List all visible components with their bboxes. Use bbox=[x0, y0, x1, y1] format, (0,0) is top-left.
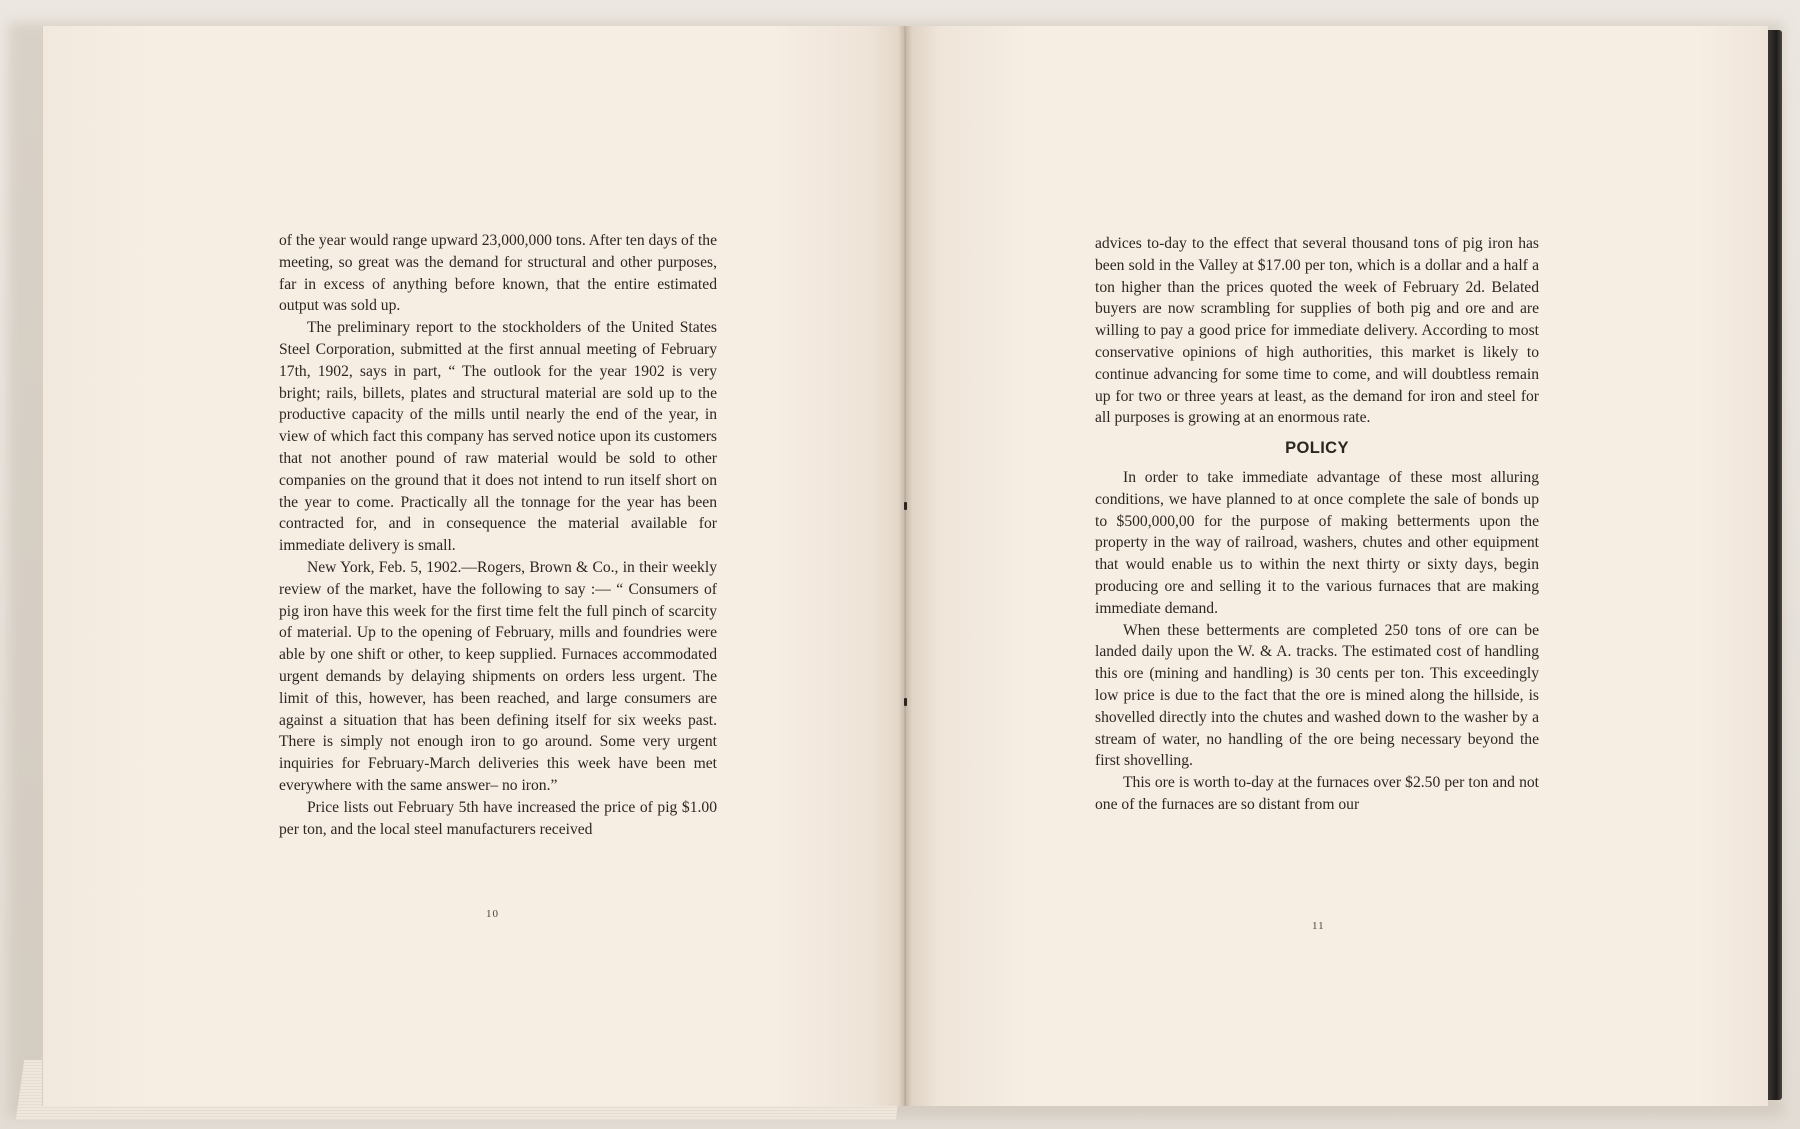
paragraph: The preliminary report to the stockholders of the United States Steel Corporation, submitted at the first annual meeting of February 17th, 1902, says in part, “ The outlook for the year 1902 is very bright; rails, billets, plates and structural material are sold up to the productive capacity of the mills until nearly the end of the year, in view of which fact this company has served notice upon its customers that not another pound of raw material would be sold to other companies on the ground that it does not intend to run itself short on the year to come. Practically all the tonnage for the year has been contracted for, and in consequence the material available for immediate delivery is small. bbox=[279, 319, 717, 555]
left-page-text bbox=[279, 230, 717, 840]
book-cover-edge bbox=[1768, 30, 1782, 1100]
page-number: 10 bbox=[486, 908, 499, 920]
paragraph: When these betterments are completed 250 tons of ore can be landed daily upon the W. & A. tracks. The estimated cost of handling this ore (mining and handling) is 30 cents per ton. This exceedingly low price is due to the fact that the ore is mined along the hillside, is shovelled directly into the chutes and washed down to the washer by a stream of water, no handling of the ore being necessary beyond the first shovelling. bbox=[1095, 621, 1539, 770]
paragraph: This ore is worth to-day at the furnaces over $2.50 per ton and not one of the furnaces are so distant from our bbox=[1095, 774, 1539, 813]
binding-stitch bbox=[904, 502, 907, 510]
book-gutter bbox=[898, 26, 912, 1106]
paragraph: Price lists out February 5th have increased the price of pig $1.00 per ton, and the local steel manufacturers received bbox=[279, 798, 717, 838]
binding-stitch bbox=[904, 698, 907, 706]
paragraph: advices to-day to the effect that several thousand tons of pig iron has been sold in the Valley at $17.00 per ton, which is a dollar and a half a ton higher than the prices quoted the week of February 2d. Belated buyers are now scrambling for supplies of both pig and ore and are willing to pay a good price for immediate delivery. According to most conservative opinions of high authorities, this market is likely to continue advancing for some time to come, and will doubtless remain up for two or three years at least, as the demand for iron and steel for all purposes is growing at an enormous rate. bbox=[1095, 235, 1539, 427]
paragraph: New York, Feb. 5, 1902.—Rogers, Brown & Co., in their weekly review of the market, have the following to say :— “ Consumers of pig iron have this week for the first time felt the full pinch of scarcity of material. Up to the opening of February, mills and foundries were able by one shift or other, to keep supplied. Furnaces accommodated urgent demands by delaying shipments on orders less urgent. The limit of this, however, has been reached, and large consumers are against a situation that has been defining itself for six weeks past. There is simply not enough iron to go around. Some very urgent inquiries for February-March deliveries this week have been met everywhere with the same answer– no iron.” bbox=[279, 558, 717, 794]
paragraph: In order to take immediate advantage of these most alluring conditions, we have planned to at once complete the sale of bonds up to $500,000,00 for the purpose of making betterments upon the property in the way of railroad, washers, chutes and other equipment that would enable us to within the next thirty or sixty days, begin producing ore and selling it to the various furnaces that are making immediate demand. bbox=[1095, 468, 1539, 617]
section-heading: POLICY bbox=[1285, 439, 1349, 458]
paragraph: of the year would range upward 23,000,000 tons. After ten days of the meeting, so great was the demand for structural and other purposes, far in excess of anything before known, that the entire estimated output was sold up. bbox=[279, 232, 717, 315]
right-page-text bbox=[1095, 233, 1539, 816]
page-number: 11 bbox=[1312, 920, 1325, 932]
